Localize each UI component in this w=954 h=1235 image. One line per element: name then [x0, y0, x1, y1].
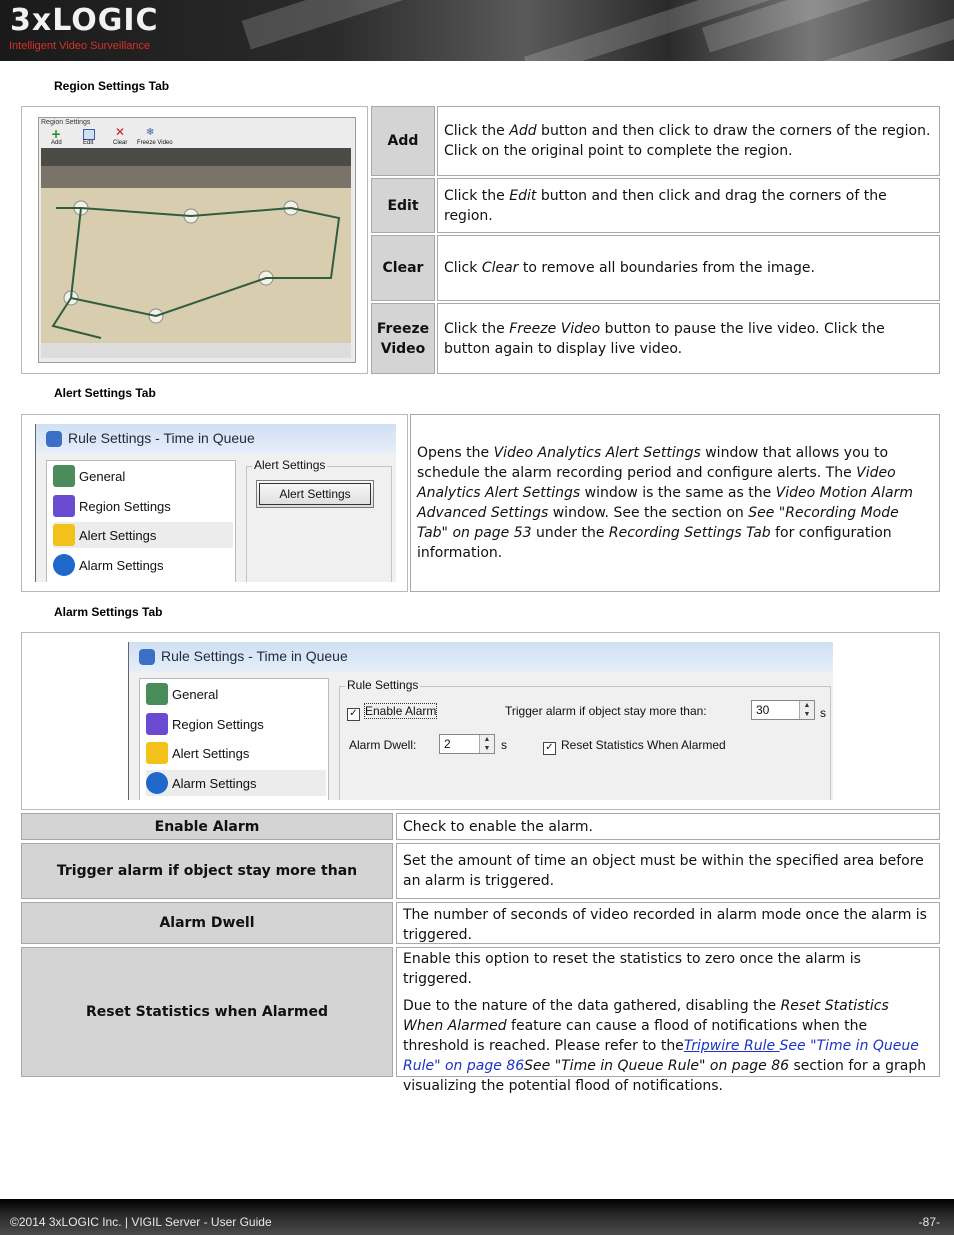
region-row-edit-label: Edit — [371, 178, 435, 233]
page-header — [0, 0, 954, 61]
region-row-edit-desc: Click the Edit button and then click and drag the corners of the region. — [437, 178, 940, 233]
toolbar-add-label: Add — [51, 140, 62, 146]
footer-page-number: -87- — [918, 1215, 940, 1229]
edit-icon — [83, 129, 95, 140]
add-icon: + — [51, 127, 62, 141]
alarm-dwell-label: Alarm Dwell: — [349, 738, 417, 752]
reset-desc-line1: Enable this option to reset the statistics to zero once the alarm is triggered. — [403, 951, 861, 987]
region-row-clear-label: Clear — [371, 235, 435, 301]
camera-feed-image — [41, 148, 351, 358]
logo-tagline: Intelligent Video Surveillance — [9, 40, 151, 52]
nav-item-general[interactable]: General — [53, 463, 233, 489]
dwell-unit: s — [501, 738, 507, 752]
enable-alarm-checkbox[interactable]: ✓ Enable Alarm — [347, 704, 436, 721]
alarm-row-dwell-label: Alarm Dwell — [21, 902, 393, 944]
gear-icon — [53, 554, 75, 576]
trigger-label: Trigger alarm if object stay more than: — [505, 704, 707, 718]
alarm-window-title: Rule Settings - Time in Queue — [161, 648, 348, 664]
warning-icon — [146, 742, 168, 764]
alarm-settings-screenshot — [128, 642, 833, 800]
alarm-row-enable-desc: Check to enable the alarm. — [396, 813, 940, 840]
nav-item-general[interactable]: General — [146, 681, 326, 707]
alarm-row-reset-desc — [396, 947, 940, 1094]
alert-nav-list — [46, 460, 236, 582]
nav-item-alert-settings[interactable]: Alert Settings — [146, 740, 326, 766]
alarm-nav-list — [139, 678, 329, 800]
nav-item-alarm-settings[interactable]: Alarm Settings — [53, 552, 233, 578]
alert-image-cell — [21, 414, 408, 592]
reset-desc-paragraph: Due to the nature of the data gathered, disabling the Reset Statistics When Alarmed feature can cause a flood of notifications when the threshold is reached. Please refer to theTripwire Rule See "Time in Queue Rule" on page 86See "Time in Queue Rule" on page 86 section for a graph visualizing the potential flood of notifications. — [403, 998, 927, 1094]
alert-description: Opens the Video Analytics Alert Settings window that allows you to schedule the alarm recording period and configure alerts. The Video Analytics Alert Settings window is the same as the Video Motion Alarm Advanced Settings window. See the section on See "Recording Mode Tab" on page 53 under the Recording Settings Tab for configuration information. — [410, 414, 940, 592]
logo-text: 3xLOGIC — [10, 3, 159, 38]
nav-item-region-settings[interactable]: Region Settings — [53, 493, 233, 519]
gear-icon — [146, 772, 168, 794]
footer-copyright: ©2014 3xLOGIC Inc. | VIGIL Server - User Guide — [10, 1215, 272, 1229]
home-icon — [146, 683, 168, 705]
alarm-window-titlebar — [129, 642, 833, 672]
toolbar-clear-label: Clear — [113, 140, 128, 146]
region-grid-icon — [53, 495, 75, 517]
settings-gear-icon — [139, 649, 155, 665]
time-in-queue-link[interactable]: See "Time in Queue Rule" on page 86 — [403, 1038, 919, 1074]
alert-group-label: Alert Settings — [254, 458, 326, 472]
trigger-unit: s — [820, 706, 826, 720]
nav-item-region-settings[interactable]: Region Settings — [146, 711, 326, 737]
alarm-row-dwell-desc: The number of seconds of video recorded in alarm mode once the alarm is triggered. — [396, 902, 940, 944]
toolbar-edit-label: Edit — [83, 140, 94, 146]
rule-group-label: Rule Settings — [347, 678, 419, 692]
alarm-section-title: Alarm Settings Tab — [54, 605, 163, 619]
toolbar-freeze-label: Freeze Video — [137, 140, 173, 146]
reset-statistics-checkbox[interactable]: ✓ Reset Statistics When Alarmed — [543, 738, 726, 755]
region-row-freeze-label: Freeze Video — [371, 303, 435, 374]
region-row-add-label: Add — [371, 106, 435, 176]
alert-window-titlebar — [36, 424, 396, 454]
home-icon — [53, 465, 75, 487]
alarm-row-enable-label: Enable Alarm — [21, 813, 393, 840]
checkmark-icon: ✓ — [543, 742, 556, 755]
stepper-arrows-icon[interactable]: ▲ ▼ — [799, 701, 814, 719]
nav-item-alarm-settings[interactable]: Alarm Settings — [146, 770, 326, 796]
region-row-add-desc: Click the Add button and then click to draw the corners of the region. Click on the original point to complete the region. — [437, 106, 940, 176]
checkmark-icon: ✓ — [347, 708, 360, 721]
warning-icon — [53, 524, 75, 546]
page-footer — [0, 1199, 954, 1235]
alert-settings-screenshot — [35, 424, 396, 582]
alert-section-title: Alert Settings Tab — [54, 386, 156, 400]
nav-item-alert-settings[interactable]: Alert Settings — [53, 522, 233, 548]
alarm-row-reset-label: Reset Statistics when Alarmed — [21, 947, 393, 1077]
region-settings-screenshot — [38, 117, 356, 363]
region-grid-icon — [146, 713, 168, 735]
company-logo — [8, 3, 170, 55]
alarm-dwell-stepper[interactable]: 2 ▲ ▼ — [439, 734, 495, 754]
region-row-freeze-desc: Click the Freeze Video button to pause the live video. Click the button again to display live video. — [437, 303, 940, 374]
region-row-clear-desc: Click Clear to remove all boundaries from the image. — [437, 235, 940, 301]
settings-gear-icon — [46, 431, 62, 447]
tripwire-rule-link[interactable]: Tripwire Rule — [683, 1038, 780, 1054]
alarm-row-trigger-label: Trigger alarm if object stay more than — [21, 843, 393, 899]
region-section-title: Region Settings Tab — [54, 79, 170, 93]
clear-icon: ✕ — [115, 125, 126, 139]
alarm-row-trigger-desc: Set the amount of time an object must be within the specified area before an alarm is triggered. — [396, 843, 940, 899]
region-image-cell — [21, 106, 368, 374]
alert-settings-button[interactable]: Alert Settings — [256, 480, 374, 508]
alarm-image-cell — [21, 632, 940, 810]
freeze-icon: ❄ — [146, 127, 155, 138]
stepper-arrows-icon[interactable]: ▲ ▼ — [479, 735, 494, 753]
region-toolbar-title: Region Settings — [41, 119, 91, 126]
trigger-stepper[interactable]: 30 ▲ ▼ — [751, 700, 815, 720]
alert-window-title: Rule Settings - Time in Queue — [68, 430, 255, 446]
